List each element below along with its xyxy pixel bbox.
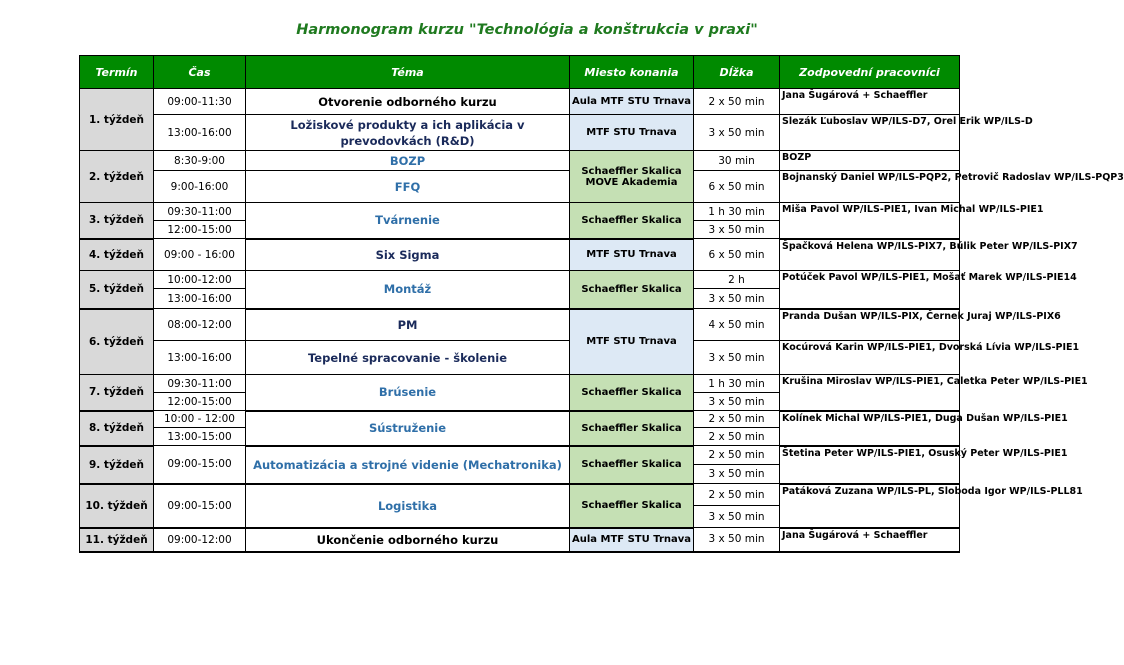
topic-cell: Automatizácia a strojné videnie (Mechatronika) <box>246 446 570 484</box>
duration-cell: 2 x 50 min <box>694 411 780 428</box>
schedule-table <box>79 55 1124 553</box>
term-cell: 8. týždeň <box>80 411 154 446</box>
term-cell: 6. týždeň <box>80 309 154 375</box>
table-row <box>80 341 960 375</box>
time-cell: 9:00-16:00 <box>154 171 246 203</box>
responsible-cell: Patáková Zuzana WP/ILS-PL, Sloboda Igor WP/ILS-PLL81 <box>780 484 960 528</box>
duration-cell: 2 x 50 min <box>694 446 780 465</box>
term-cell: 4. týždeň <box>80 239 154 271</box>
table-row <box>80 411 960 428</box>
header-termin: Termín <box>80 56 154 89</box>
table-row <box>80 203 960 221</box>
duration-cell: 2 x 50 min <box>694 428 780 446</box>
time-cell: 8:30-9:00 <box>154 151 246 171</box>
table-row <box>80 375 960 393</box>
topic-cell: Tvárnenie <box>246 203 570 239</box>
responsible-cell: Slezák Ľuboslav WP/ILS-D7, Orel Erik WP/ILS-D <box>780 115 960 151</box>
duration-cell: 3 x 50 min <box>694 465 780 484</box>
table-row <box>80 446 960 465</box>
duration-cell: 6 x 50 min <box>694 239 780 271</box>
time-cell: 09:00 - 16:00 <box>154 239 246 271</box>
time-cell: 12:00-15:00 <box>154 393 246 411</box>
duration-cell: 3 x 50 min <box>694 393 780 411</box>
time-cell: 10:00-12:00 <box>154 271 246 289</box>
header-dlzka: Dĺžka <box>694 56 780 89</box>
topic-cell: Brúsenie <box>246 375 570 411</box>
table-row <box>80 309 960 341</box>
duration-cell: 2 h <box>694 271 780 289</box>
duration-cell: 1 h 30 min <box>694 375 780 393</box>
time-cell: 09:00-12:00 <box>154 528 246 552</box>
table-row <box>80 528 960 552</box>
responsible-cell: Pranda Dušan WP/ILS-PIX, Černek Juraj WP/ILS-PIX6 <box>780 309 960 341</box>
responsible-cell: Krušina Miroslav WP/ILS-PIE1, Caletka Peter WP/ILS-PIE1 <box>780 375 960 411</box>
location-cell: Schaeffler Skalica <box>570 203 694 239</box>
duration-cell: 3 x 50 min <box>694 528 780 552</box>
topic-cell: Montáž <box>246 271 570 309</box>
term-cell: 7. týždeň <box>80 375 154 411</box>
term-cell: 1. týždeň <box>80 89 154 151</box>
responsible-cell: Kolínek Michal WP/ILS-PIE1, Duga Dušan WP/ILS-PIE1 <box>780 411 960 446</box>
responsible-cell: Miša Pavol WP/ILS-PIE1, Ivan Michal WP/ILS-PIE1 <box>780 203 960 239</box>
responsible-cell: Špačková Helena WP/ILS-PIX7, Búlik Peter WP/ILS-PIX7 <box>780 239 960 271</box>
time-cell: 13:00-16:00 <box>154 289 246 309</box>
duration-cell: 3 x 50 min <box>694 221 780 239</box>
location-cell: Aula MTF STU Trnava <box>570 89 694 115</box>
duration-cell: 30 min <box>694 151 780 171</box>
table-row <box>80 115 960 151</box>
time-cell: 13:00-16:00 <box>154 341 246 375</box>
location-cell: MTF STU Trnava <box>570 239 694 271</box>
responsible-cell: Jana Šugárová + Schaeffler <box>780 89 960 115</box>
duration-cell: 3 x 50 min <box>694 289 780 309</box>
term-cell: 3. týždeň <box>80 203 154 239</box>
topic-cell: Ložiskové produkty a ich aplikácia v prevodovkách (R&D) <box>246 115 570 151</box>
page-title: Harmonogram kurzu "Technológia a konštrukcia v praxi" <box>296 22 758 38</box>
location-cell: Schaeffler Skalica <box>570 484 694 528</box>
location-cell: Schaeffler Skalica <box>570 375 694 411</box>
header-miesto: Miesto konania <box>570 56 694 89</box>
time-cell: 10:00 - 12:00 <box>154 411 246 428</box>
location-cell: Schaeffler Skalica <box>570 271 694 309</box>
term-cell: 10. týždeň <box>80 484 154 528</box>
topic-cell: Tepelné spracovanie - školenie <box>246 341 570 375</box>
topic-cell: Six Sigma <box>246 239 570 271</box>
term-cell: 9. týždeň <box>80 446 154 484</box>
table-row <box>80 271 960 289</box>
topic-cell: Ukončenie odborného kurzu <box>246 528 570 552</box>
header-tema: Téma <box>246 56 570 89</box>
duration-cell: 3 x 50 min <box>694 341 780 375</box>
topic-cell: BOZP <box>246 151 570 171</box>
topic-cell: PM <box>246 309 570 341</box>
duration-cell: 2 x 50 min <box>694 484 780 506</box>
term-cell: 5. týždeň <box>80 271 154 309</box>
duration-cell: 2 x 50 min <box>694 89 780 115</box>
responsible-cell: Bojnanský Daniel WP/ILS-PQP2, Petrovič Radoslav WP/ILS-PQP3 <box>780 171 960 203</box>
header-row <box>80 56 960 89</box>
duration-cell: 3 x 50 min <box>694 506 780 528</box>
location-cell: Schaeffler Skalica <box>570 411 694 446</box>
time-cell: 13:00-15:00 <box>154 428 246 446</box>
table-row <box>80 151 960 171</box>
time-cell: 08:00-12:00 <box>154 309 246 341</box>
topic-cell: Logistika <box>246 484 570 528</box>
duration-cell: 3 x 50 min <box>694 115 780 151</box>
term-cell: 11. týždeň <box>80 528 154 552</box>
table-row <box>80 89 960 115</box>
term-cell: 2. týždeň <box>80 151 154 203</box>
time-cell: 09:00-15:00 <box>154 484 246 528</box>
time-cell: 09:30-11:00 <box>154 375 246 393</box>
duration-cell: 1 h 30 min <box>694 203 780 221</box>
time-cell: 09:00-15:00 <box>154 446 246 484</box>
topic-cell: Sústruženie <box>246 411 570 446</box>
responsible-cell: Kocúrová Karin WP/ILS-PIE1, Dvorská Lívia WP/ILS-PIE1 <box>780 341 960 375</box>
topic-cell: FFQ <box>246 171 570 203</box>
header-cas: Čas <box>154 56 246 89</box>
table-row <box>80 484 960 506</box>
location-cell: MTF STU Trnava <box>570 115 694 151</box>
responsible-cell: Jana Šugárová + Schaeffler <box>780 528 960 552</box>
duration-cell: 4 x 50 min <box>694 309 780 341</box>
duration-cell: 6 x 50 min <box>694 171 780 203</box>
location-cell: Schaeffler Skalica MOVE Akademia <box>570 151 694 203</box>
table-row <box>80 171 960 203</box>
responsible-cell: Štetina Peter WP/ILS-PIE1, Osuský Peter WP/ILS-PIE1 <box>780 446 960 484</box>
time-cell: 13:00-16:00 <box>154 115 246 151</box>
responsible-cell: Potúček Pavol WP/ILS-PIE1, Mošať Marek WP/ILS-PIE14 <box>780 271 960 309</box>
header-zodpovedni: Zodpovední pracovníci <box>780 56 960 89</box>
time-cell: 12:00-15:00 <box>154 221 246 239</box>
location-cell: MTF STU Trnava <box>570 309 694 375</box>
time-cell: 09:00-11:30 <box>154 89 246 115</box>
topic-cell: Otvorenie odborného kurzu <box>246 89 570 115</box>
time-cell: 09:30-11:00 <box>154 203 246 221</box>
location-cell: Schaeffler Skalica <box>570 446 694 484</box>
table-row <box>80 239 960 271</box>
location-cell: Aula MTF STU Trnava <box>570 528 694 552</box>
responsible-cell: BOZP <box>780 151 960 171</box>
